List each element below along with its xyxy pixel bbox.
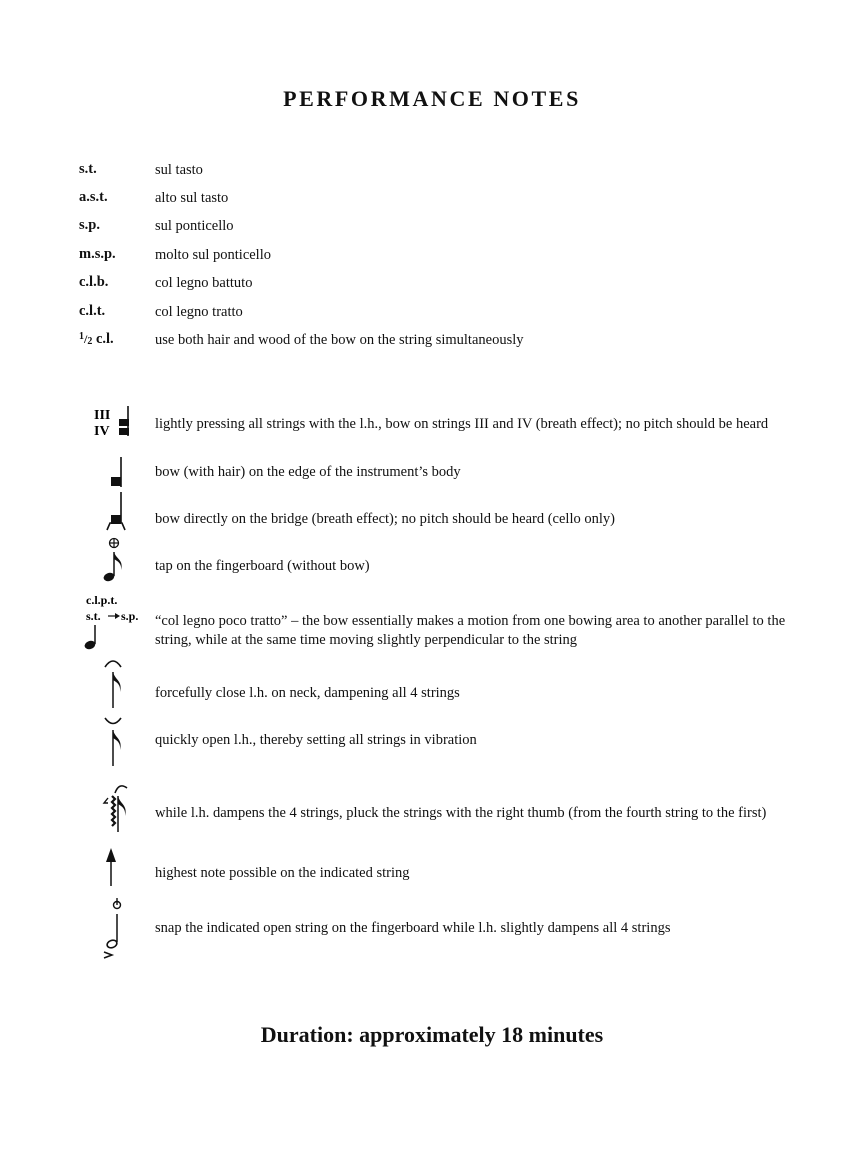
abbreviation-definition: use both hair and wood of the bow on the string simultaneously bbox=[155, 332, 524, 348]
clpt-label: c.l.p.t. bbox=[86, 593, 118, 607]
col-legno-poco-tratto-icon bbox=[84, 592, 144, 654]
symbol-description: bow (with hair) on the edge of the instrument’s body bbox=[155, 464, 461, 480]
bow-on-bridge-icon bbox=[100, 490, 130, 534]
abbreviation-definition: molto sul ponticello bbox=[155, 247, 271, 263]
abbreviation-term: $^1$/2 c.l. bbox=[79, 331, 114, 347]
abbreviation-term: s.p. bbox=[79, 217, 100, 233]
fraction-numerator: 1 bbox=[79, 331, 84, 342]
abbreviation-row bbox=[0, 189, 864, 211]
abbreviation-row bbox=[0, 246, 864, 268]
symbol-description: while l.h. dampens the 4 strings, pluck the strings with the right thumb (from the fourth string to the first) bbox=[155, 805, 767, 821]
symbol-description: bow directly on the bridge (breath effect); no pitch should be heard (cello only) bbox=[155, 511, 615, 527]
abbreviation-term: a.s.t. bbox=[79, 189, 108, 205]
abbreviation-row bbox=[0, 217, 864, 239]
abbreviation-definition: sul tasto bbox=[155, 162, 203, 178]
fraction-denominator: 2 bbox=[87, 336, 93, 347]
snap-pizzicato-icon bbox=[100, 898, 132, 964]
symbol-description: forcefully close l.h. on neck, dampening all 4 strings bbox=[155, 685, 460, 701]
abbreviation-suffix: c.l. bbox=[92, 331, 114, 347]
breath-effect-strings-iii-iv-icon bbox=[88, 404, 134, 440]
highest-note-arrow-icon bbox=[100, 846, 130, 888]
symbol-description: highest note possible on the indicated string bbox=[155, 865, 410, 881]
symbol-description: “col legno poco tratto” – the bow essentially makes a motion from one bowing area to another parallel to the string, while at the same time moving slightly perpendicular to the string bbox=[155, 613, 786, 648]
abbreviation-definition: sul ponticello bbox=[155, 218, 234, 234]
st-label: s.t. bbox=[86, 609, 101, 623]
close-lh-on-neck-icon bbox=[100, 656, 130, 710]
page-title: PERFORMANCE NOTES bbox=[283, 86, 581, 111]
duration-note: Duration: approximately 18 minutes bbox=[260, 1022, 604, 1047]
symbol-description: tap on the fingerboard (without bow) bbox=[155, 558, 370, 574]
sp-label: s.p. bbox=[121, 609, 139, 623]
abbreviation-term: s.t. bbox=[79, 161, 97, 177]
tap-fingerboard-icon bbox=[100, 537, 130, 585]
abbreviation-term: c.l.b. bbox=[79, 274, 109, 290]
abbreviation-row bbox=[0, 161, 864, 183]
abbreviation-row bbox=[0, 274, 864, 296]
symbol-description: lightly pressing all strings with the l.h., bow on strings III and IV (breath effect); no pitch should be heard bbox=[155, 416, 769, 432]
abbreviation-definition: col legno tratto bbox=[155, 304, 243, 320]
thumb-pluck-arpeggio-icon bbox=[100, 782, 132, 836]
open-lh-icon bbox=[100, 712, 130, 768]
symbol-description: quickly open l.h., thereby setting all strings in vibration bbox=[155, 732, 477, 748]
abbreviation-term: m.s.p. bbox=[79, 246, 116, 262]
abbreviation-row bbox=[0, 331, 864, 353]
bow-on-body-edge-icon bbox=[100, 454, 130, 488]
symbol-description: snap the indicated open string on the fingerboard while l.h. slightly dampens all 4 strings bbox=[155, 920, 671, 936]
abbreviation-term: c.l.t. bbox=[79, 303, 106, 319]
abbreviation-row bbox=[0, 303, 864, 325]
string-iii-label: III bbox=[94, 408, 111, 423]
abbreviation-definition: alto sul tasto bbox=[155, 190, 229, 206]
abbreviation-definition: col legno battuto bbox=[155, 275, 253, 291]
string-iv-label: IV bbox=[94, 424, 110, 439]
